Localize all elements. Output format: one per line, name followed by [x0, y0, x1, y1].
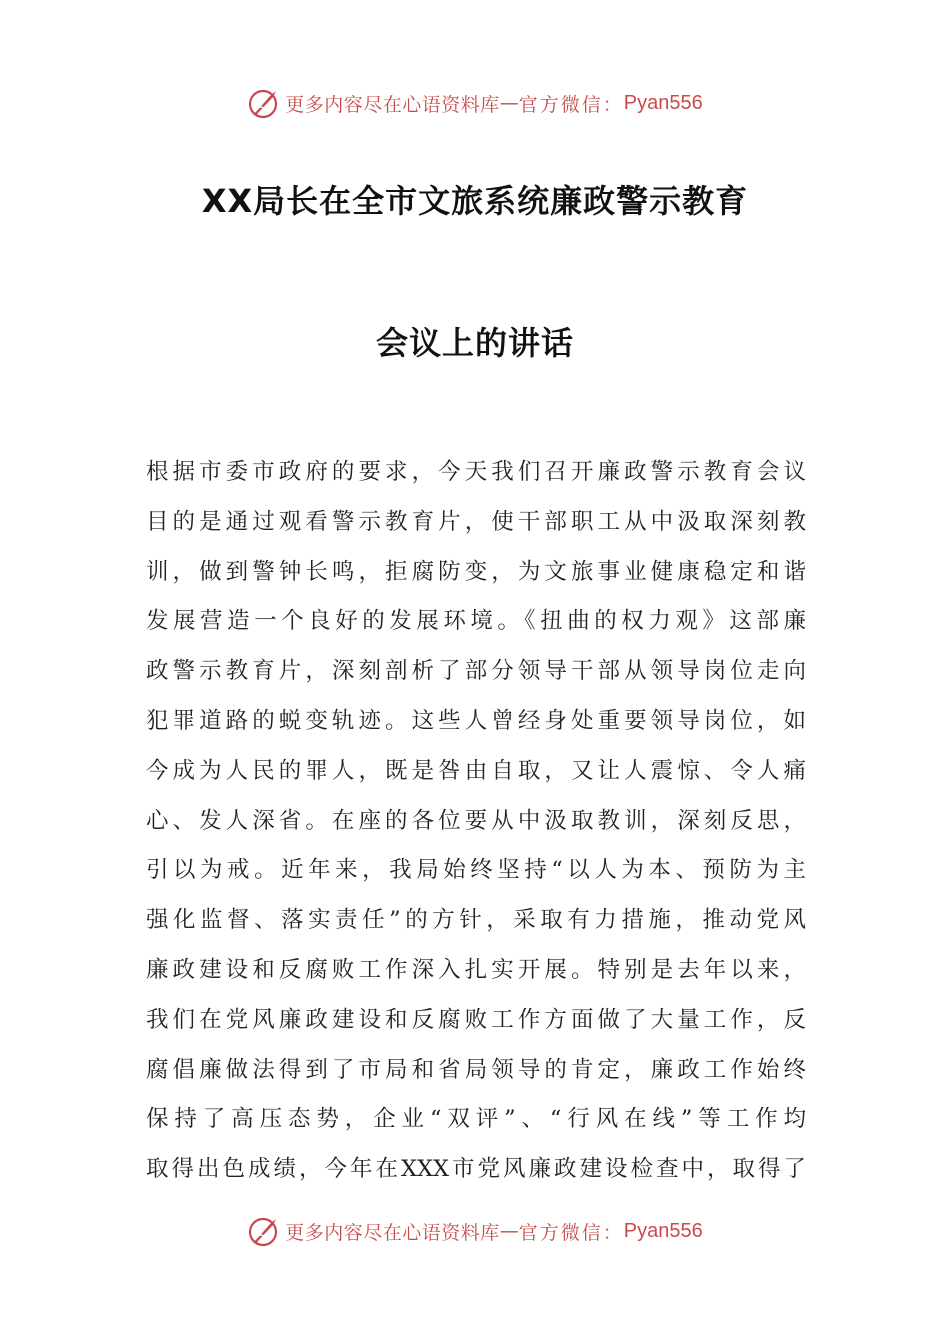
body-line: 训，做到警钟长鸣，拒腐防变，为文旅事业健康稳定和谐 [146, 558, 806, 585]
quill-logo-icon [247, 86, 281, 120]
watermark-label: 官方微信： [518, 93, 624, 116]
body-line: 心、发人深省。在座的各位要从中汲取教训，深刻反思， [146, 807, 806, 834]
header-watermark [0, 83, 950, 123]
body-line: 保持了高压态势，企业“双评”、“行风在线”等工作均 [146, 1106, 806, 1133]
document-title-line-2: 会议上的讲话 [375, 324, 574, 362]
body-line: 腐倡廉做法得到了市局和省局领导的肯定，廉政工作始终 [146, 1056, 806, 1083]
body-line: 根据市委市政府的要求，今天我们召开廉政警示教育会议 [146, 459, 806, 485]
watermark-label: 官方微信： [518, 1221, 624, 1244]
body-line: 政警示教育片，深刻剖析了部分领导干部从领导岗位走向 [146, 658, 806, 685]
quill-logo-icon [247, 1214, 281, 1248]
body-line: 引以为戒。近年来，我局始终坚持“以人为本、预防为主 [146, 857, 806, 884]
footer-watermark [0, 1211, 950, 1251]
watermark-wechat-id: Pyan556 [623, 1219, 703, 1242]
body-line: 今成为人民的罪人，既是咎由自取，又让人震惊、令人痛 [146, 757, 806, 784]
watermark-wechat-id: Pyan556 [623, 91, 703, 114]
watermark-text: 更多内容尽在心语资料库 [285, 1221, 500, 1244]
body-line: 取得出色成绩，今年在XXX市党风廉政建设检查中，取得了 [146, 1156, 806, 1183]
body-line: 廉政建设和反腐败工作深入扎实开展。特别是去年以来， [146, 956, 806, 983]
body-line: 强化监督、落实责任”的方针，采取有力措施，推动党风 [146, 907, 806, 934]
watermark-separator: — [499, 92, 519, 114]
body-line: 目的是通过观看警示教育片，使干部职工从中汲取深刻教 [146, 508, 806, 535]
body-line: 我们在党风廉政建设和反腐败工作方面做了大量工作，反 [146, 1006, 806, 1033]
body-line: 发展营造一个良好的发展环境。《扭曲的权力观》这部廉 [146, 608, 806, 635]
body-line: 犯罪道路的蜕变轨迹。这些人曾经身处重要领导岗位，如 [146, 707, 806, 734]
document-body [146, 448, 806, 1195]
document-title-line-1: XX局长在全市文旅系统廉政警示教育 [201, 182, 749, 220]
watermark-separator: — [499, 1220, 519, 1242]
watermark-text: 更多内容尽在心语资料库 [285, 93, 500, 116]
